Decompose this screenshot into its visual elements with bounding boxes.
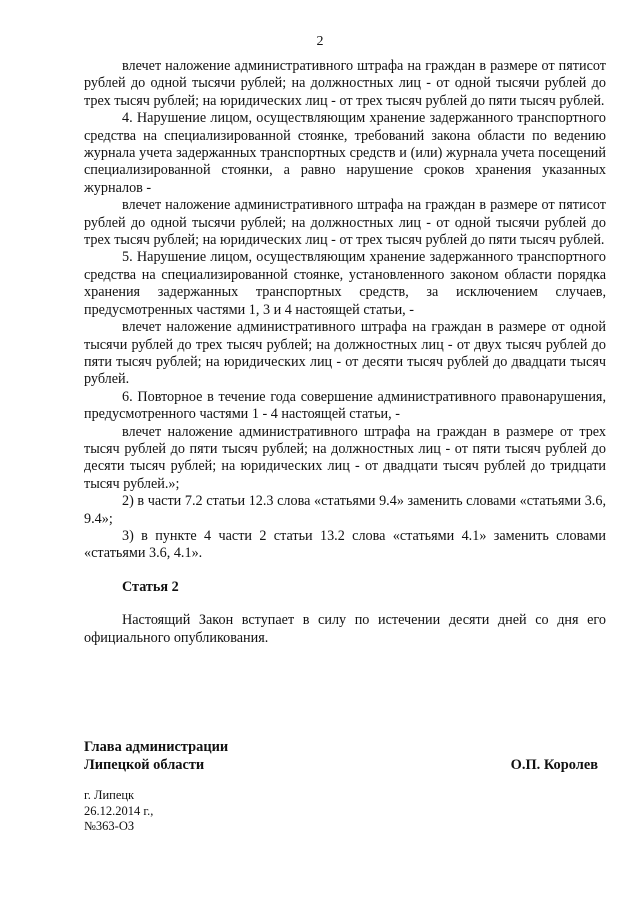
paragraph-item-5: 5. Нарушение лицом, осуществляющим хранение задержанного транспортного средства на специализированной стоянке, установленного законом области порядка хранения задержанных транспортных средств, за исключением случаев, предусмотренных частями 1, 3 и 4 настоящей статьи, - <box>84 249 606 318</box>
page-number: 2 <box>316 34 324 49</box>
law-number: №363-ОЗ <box>84 819 135 833</box>
signature-title-line1: Глава администрации <box>84 739 229 755</box>
article-heading: Статья 2 <box>122 578 179 595</box>
paragraph-amendment-2: 2) в части 7.2 статьи 12.3 слова «статьями 9.4» заменить словами «статьями 3.6, 9.4»; <box>84 493 606 527</box>
signature-name: О.П. Королев <box>510 757 598 773</box>
place-city: г. Липецк <box>84 788 135 802</box>
place-date: 26.12.2014 г., <box>84 803 154 818</box>
paragraph-item-6: 6. Повторное в течение года совершение административного правонарушения, предусмотренного частями 1 - 4 настоящей статьи, - <box>84 388 606 423</box>
paragraph-penalty-5: влечет наложение административного штрафа на граждан в размере от одной тысячи рублей до трех тысяч рублей; на должностных лиц - от двух тысяч рублей до пяти тысяч рублей; на юридических лиц - от десяти тысяч рублей до двадцати тысяч рублей. <box>84 319 606 388</box>
signature-block <box>84 738 606 774</box>
paragraph-penalty-6: влечет наложение административного штрафа на граждан в размере от трех тысяч рублей до пяти тысяч рублей; на должностных лиц - от пяти тысяч рублей до десяти тысяч рублей; на юридических лиц - от двадцати тысяч рублей до тридцати тысяч рублей.»; <box>84 423 606 492</box>
paragraph-penalty-3: влечет наложение административного штрафа на граждан в размере от пятисот рублей до одной тысячи рублей; на должностных лиц - от одной тысячи рублей до трех тысяч рублей; на юридических лиц - от трех тысяч рублей до пяти тысяч рублей. <box>84 58 606 109</box>
article-text: Настоящий Закон вступает в силу по истечении десяти дней со дня его официального опубликования. <box>84 612 606 646</box>
paragraph-penalty-4: влечет наложение административного штрафа на граждан в размере от пятисот рублей до одной тысячи рублей; на должностных лиц - от одной тысячи рублей до трех тысяч рублей; на юридических лиц - от трех тысяч рублей до пяти тысяч рублей. <box>84 197 606 249</box>
paragraph-amendment-3: 3) в пункте 4 части 2 статьи 13.2 слова «статьями 4.1» заменить словами «статьями 3.6, 4.1». <box>84 527 606 562</box>
document-body <box>84 58 606 647</box>
signature-title-line2: Липецкой области <box>84 757 205 773</box>
place-date-block <box>84 788 153 835</box>
paragraph-item-4: 4. Нарушение лицом, осуществляющим хранение задержанного транспортного средства на специализированной стоянке, требований закона области по ведению журнала учета задержанных транспортных средств и (или) журнала учета посещений специализированной стоянки, а равно нарушение сроков хранения указанных журналов - <box>84 110 606 196</box>
